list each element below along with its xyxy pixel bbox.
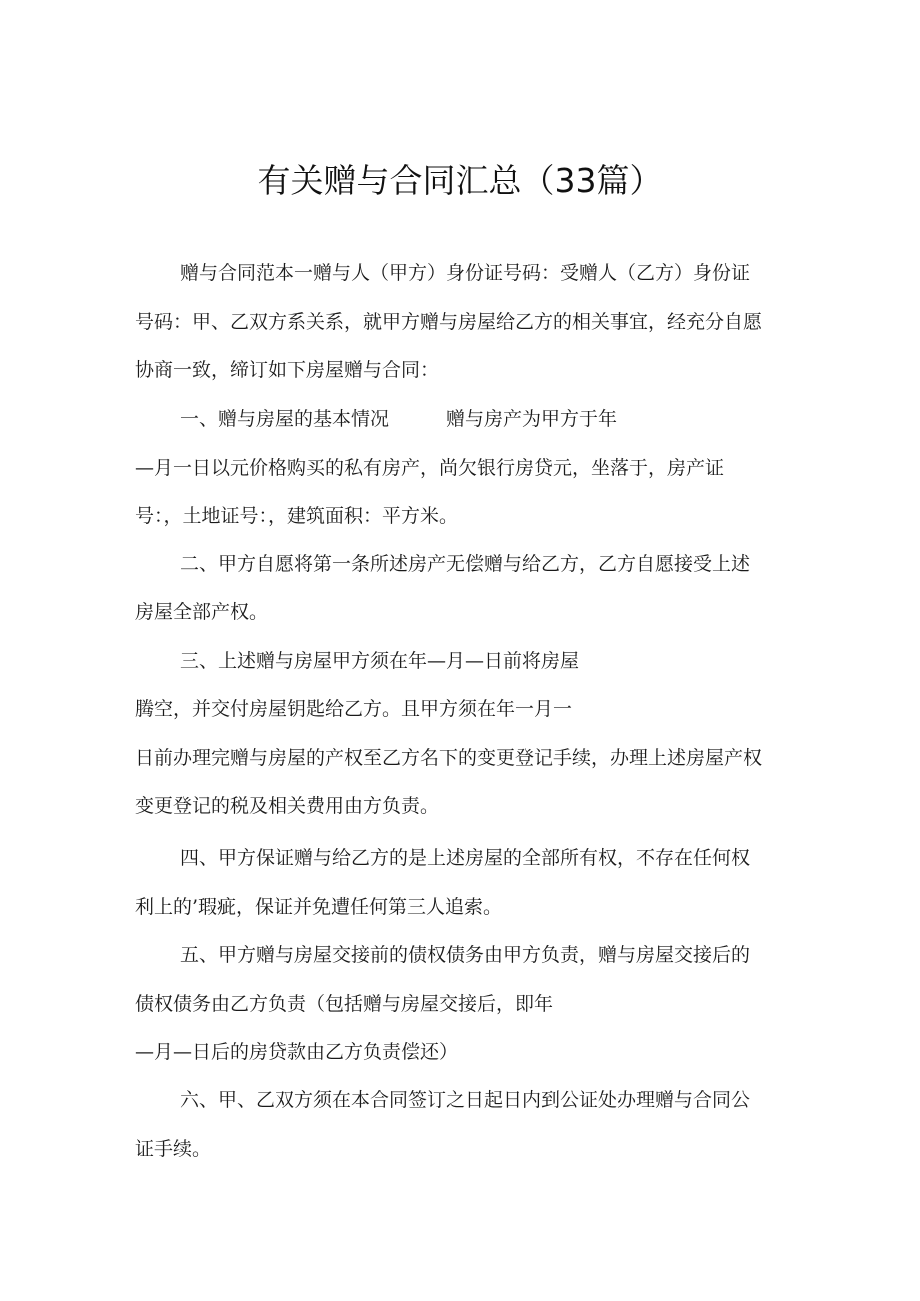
- paragraph-line: 利上的’瑕疵，保证并免遭任何第三人追索。: [135, 896, 503, 918]
- paragraph-line: 赠与合同范本一赠与人（甲方）身份证号码：受赠人（乙方）身份证: [180, 262, 751, 284]
- paragraph-line: 变更登记的税及相关费用由方负责。: [135, 795, 440, 817]
- paragraph-line: 三、上述赠与房屋甲方须在年—月—日前将房屋: [180, 650, 580, 672]
- paragraph-line: 腾空，并交付房屋钥匙给乙方。且甲方须在年一月一: [135, 698, 573, 720]
- paragraph-line: 协商一致，缔订如下房屋赠与合同：: [135, 359, 440, 381]
- paragraph-line: —月—日后的房贷款由乙方负责偿还）: [135, 1041, 459, 1063]
- paragraph-line: 六、甲、乙双方须在本合同签订之日起日内到公证处办理赠与合同公: [180, 1089, 751, 1111]
- paragraph-line: 四、甲方保证赠与给乙方的是上述房屋的全部所有权，不存在任何权: [180, 847, 751, 869]
- paragraph-line: 一、赠与房屋的基本情况 赠与房产为甲方于年: [180, 408, 618, 430]
- paragraph-line: 债权债务由乙方负责（包括赠与房屋交接后，即年: [135, 993, 554, 1015]
- paragraph-line: 房屋全部产权。: [135, 601, 269, 623]
- paragraph-line: —月一日以元价格购买的私有房产，尚欠银行房贷元，坐落于，房产证: [135, 457, 725, 479]
- paragraph-line: 日前办理完赠与房屋的产权至乙方名下的变更登记手续，办理上述房屋产权: [135, 747, 763, 769]
- paragraph-line: 证手续。: [135, 1138, 212, 1160]
- paragraph-line: 号码：甲、乙双方系关系，就甲方赠与房屋给乙方的相关事宜，经充分自愿: [135, 311, 763, 333]
- paragraph-line: 五、甲方赠与房屋交接前的债权债务由甲方负责，赠与房屋交接后的: [180, 944, 751, 966]
- paragraph-line: 号：，土地证号：，建筑面积：平方米。: [135, 505, 459, 527]
- document-title: 有关赠与合同汇总（33篇）: [257, 161, 663, 200]
- paragraph-line: 二、甲方自愿将第一条所述房产无偿赠与给乙方，乙方自愿接受上述: [180, 553, 751, 575]
